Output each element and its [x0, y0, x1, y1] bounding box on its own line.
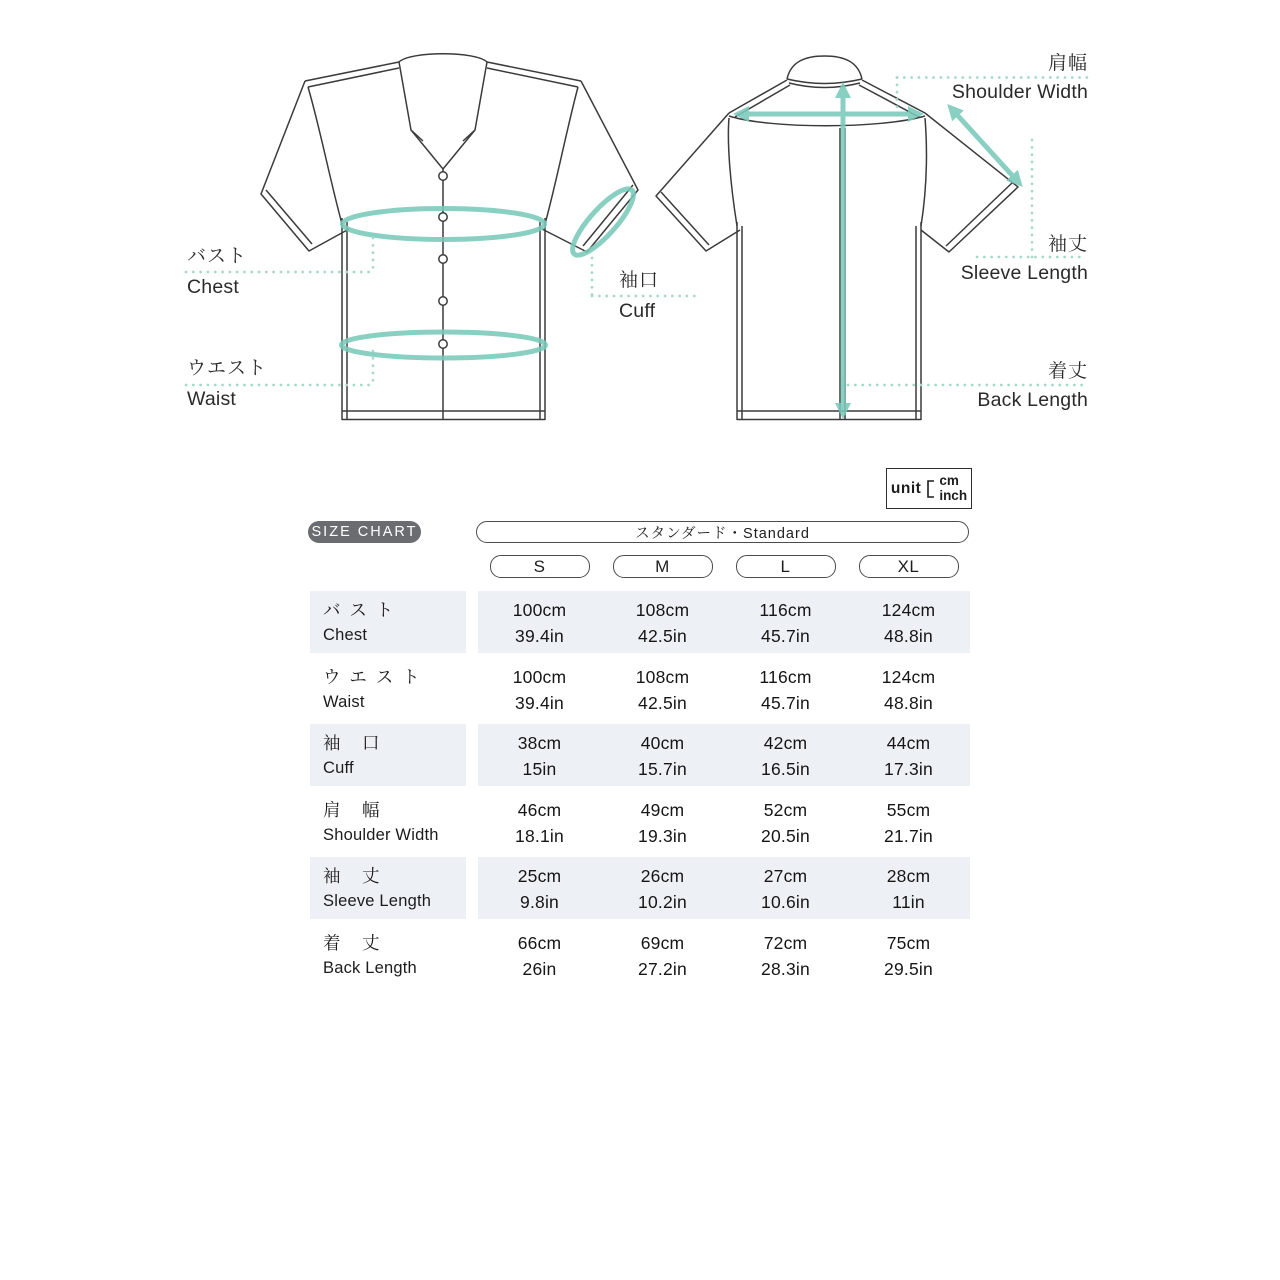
value-cm: 66cm	[517, 932, 562, 953]
value-in: 39.4in	[515, 626, 564, 646]
size-pill-l: L	[736, 555, 836, 578]
value-cm: 26cm	[640, 866, 685, 886]
row-values	[478, 724, 970, 786]
table-row-waist	[310, 658, 970, 720]
value-in: 42.5in	[638, 692, 687, 713]
value-cm: 124cm	[881, 666, 936, 687]
row-values	[478, 924, 970, 986]
size-chart-title-badge	[308, 521, 421, 543]
size-chart-title: SIZE CHART	[311, 524, 418, 540]
waist-label-jp: ウエスト	[187, 358, 268, 379]
table-row-cuff	[310, 724, 970, 786]
value-cm: 75cm	[886, 932, 931, 953]
shirt-back-outline	[656, 56, 1018, 420]
value-cm: 69cm	[640, 932, 685, 953]
sleeve-length-arrow	[950, 107, 1020, 184]
value-cm: 38cm	[517, 733, 562, 753]
value-cm: 46cm	[517, 799, 562, 820]
shoulder-width-label-en: Shoulder Width	[951, 81, 1088, 103]
value-cm: 42cm	[763, 733, 808, 753]
value-in: 21.7in	[884, 825, 933, 846]
value-in: 42.5in	[638, 626, 687, 646]
row-label	[310, 658, 466, 720]
row-label-jp: バ ス ト	[323, 600, 396, 620]
value-in: 48.8in	[884, 626, 933, 646]
value-in: 45.7in	[761, 626, 810, 646]
leader-lines	[186, 78, 1087, 386]
unit-box	[886, 468, 972, 509]
row-label	[310, 924, 466, 986]
value-in: 16.5in	[761, 759, 810, 779]
value-cm: 52cm	[763, 799, 808, 820]
value-cm: 116cm	[759, 600, 812, 620]
row-values	[478, 591, 970, 653]
size-header-row	[478, 555, 970, 578]
value-in: 10.6in	[761, 892, 810, 912]
value-cm: 25cm	[517, 866, 562, 886]
row-label-jp: 着 丈	[323, 932, 382, 953]
value-cm: 55cm	[886, 799, 931, 820]
unit-inch: inch	[939, 487, 968, 503]
value-in: 15in	[522, 759, 557, 779]
value-cm: 124cm	[881, 600, 936, 620]
row-values	[478, 791, 970, 853]
row-label-jp: 肩 幅	[323, 799, 382, 820]
row-label-en: Sleeve Length	[323, 892, 432, 910]
value-in: 20.5in	[761, 825, 810, 846]
value-in: 15.7in	[638, 759, 687, 779]
row-label-jp: 袖 口	[323, 733, 382, 753]
value-in: 17.3in	[884, 759, 933, 779]
table-row-shoulder-width	[310, 791, 970, 853]
value-in: 9.8in	[520, 892, 559, 912]
value-cm: 49cm	[640, 799, 685, 820]
row-label	[310, 591, 466, 653]
fit-type-label: スタンダード・Standard	[635, 525, 810, 542]
value-in: 39.4in	[515, 692, 564, 713]
table-row-sleeve-length	[310, 857, 970, 919]
value-in: 19.3in	[638, 825, 687, 846]
value-cm: 27cm	[763, 866, 808, 886]
fit-type-pill	[476, 521, 969, 543]
value-in: 26in	[522, 958, 557, 979]
value-in: 29.5in	[884, 958, 933, 979]
value-cm: 108cm	[635, 666, 690, 687]
row-label-jp: 袖 丈	[323, 866, 382, 886]
value-in: 10.2in	[638, 892, 687, 912]
value-in: 48.8in	[884, 692, 933, 713]
unit-bracket-icon	[925, 476, 935, 502]
cuff-label-jp: 袖口	[619, 270, 660, 291]
unit-box-label: unit	[890, 479, 922, 497]
chest-label-jp: バスト	[187, 246, 248, 267]
row-label-en: Chest	[323, 626, 368, 644]
unit-cm: cm	[939, 473, 959, 489]
waist-label-en: Waist	[187, 388, 237, 410]
value-cm: 100cm	[512, 600, 567, 620]
value-cm: 40cm	[640, 733, 685, 753]
chest-label-en: Chest	[187, 276, 239, 298]
size-pill-s: S	[490, 555, 590, 578]
size-table	[310, 591, 970, 990]
table-row-back-length	[310, 924, 970, 986]
row-values	[478, 658, 970, 720]
sleeve-length-label-jp: 袖丈	[1047, 234, 1088, 255]
value-cm: 100cm	[512, 666, 567, 687]
shoulder-width-label-jp: 肩幅	[1047, 53, 1088, 74]
shirt-front-outline	[261, 54, 638, 420]
back-length-label-jp: 着丈	[1047, 361, 1088, 382]
row-label-jp: ウ エ ス ト	[323, 666, 422, 687]
value-cm: 108cm	[635, 600, 690, 620]
cuff-label-en: Cuff	[619, 300, 656, 322]
value-in: 11in	[892, 892, 925, 912]
row-label	[310, 857, 466, 919]
row-label	[310, 791, 466, 853]
size-pill-m: M	[613, 555, 713, 578]
back-length-label-en: Back Length	[977, 389, 1088, 411]
size-pill-xl: XL	[859, 555, 959, 578]
value-cm: 44cm	[886, 733, 931, 753]
row-label-en: Shoulder Width	[323, 825, 439, 844]
value-in: 45.7in	[761, 692, 810, 713]
sleeve-length-label-en: Sleeve Length	[960, 262, 1088, 284]
table-row-chest	[310, 591, 970, 653]
value-cm: 116cm	[759, 666, 812, 687]
row-values	[478, 857, 970, 919]
value-cm: 28cm	[886, 866, 931, 886]
value-cm: 72cm	[763, 932, 808, 953]
row-label-en: Back Length	[323, 958, 417, 977]
row-label-en: Waist	[323, 692, 365, 711]
value-in: 28.3in	[761, 958, 810, 979]
value-in: 18.1in	[515, 825, 564, 846]
row-label	[310, 724, 466, 786]
row-label-en: Cuff	[323, 759, 354, 777]
value-in: 27.2in	[638, 958, 687, 979]
